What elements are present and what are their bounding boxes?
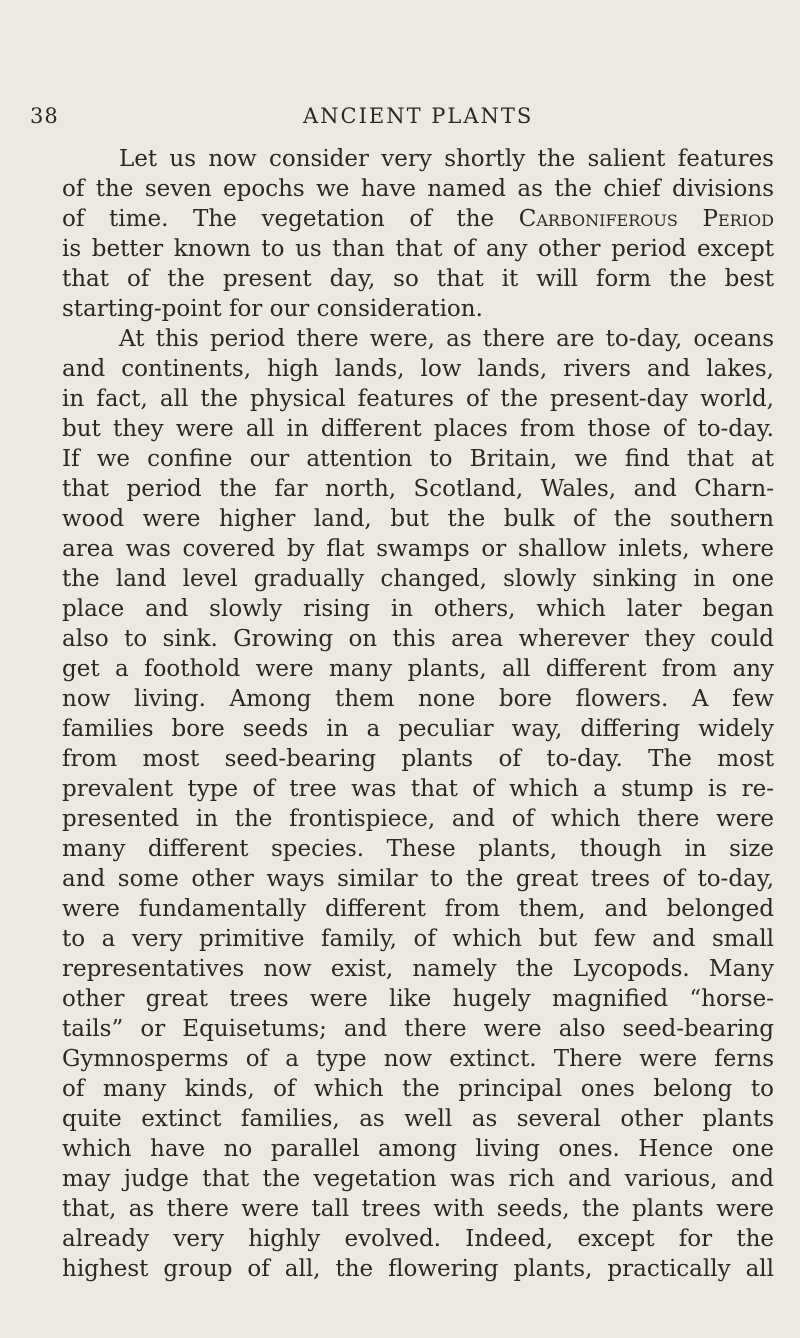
text-line: wood were higher land, but the bulk of the southern: [62, 506, 774, 532]
text-line: Gymnosperms of a type now extinct. There were ferns: [62, 1046, 774, 1072]
text-line: other great trees were like hugely magnified “horse-: [62, 986, 774, 1012]
text-line: place and slowly rising in others, which later began: [62, 596, 774, 622]
text-line: If we confine our attention to Britain, we find that at: [62, 446, 774, 472]
text-line: may judge that the vegetation was rich and various, and: [62, 1166, 774, 1192]
text-line: in fact, all the physical features of the present-day world,: [62, 386, 774, 412]
text-line-segment: of time. The vegetation of the: [62, 206, 495, 232]
text-line: representatives now exist, namely the Lycopods. Many: [62, 956, 774, 982]
text-line: tails” or Equisetums; and there were also seed-bearing: [62, 1016, 774, 1042]
text-line: of many kinds, of which the principal ones belong to: [62, 1076, 774, 1102]
text-line: and continents, high lands, low lands, rivers and lakes,: [62, 356, 774, 382]
text-line: also to sink. Growing on this area wherever they could: [62, 626, 774, 652]
text-line: families bore seeds in a peculiar way, differing widely: [62, 716, 774, 742]
running-head: [0, 104, 800, 138]
text-line: that, as there were tall trees with seeds, the plants were: [62, 1196, 774, 1222]
text-line: quite extinct families, as well as several other plants: [62, 1106, 774, 1132]
text-line: starting-point for our consideration.: [62, 296, 483, 322]
text-line: [62, 204, 774, 234]
text-line: area was covered by flat swamps or shallow inlets, where: [62, 536, 774, 562]
text-line: prevalent type of tree was that of which a stump is re-: [62, 776, 774, 802]
text-line: many different species. These plants, though in size: [62, 836, 774, 862]
text-line: but they were all in different places from those of to-day.: [62, 416, 774, 442]
text-line: already very highly evolved. Indeed, except for the: [62, 1226, 774, 1252]
body-text: [62, 144, 774, 1284]
period-name: Carboniferous Period: [518, 206, 774, 232]
text-line: presented in the frontispiece, and of which there were: [62, 806, 774, 832]
text-line: which have no parallel among living ones. Hence one: [62, 1136, 774, 1162]
text-line: the land level gradually changed, slowly sinking in one: [62, 566, 774, 592]
text-line: is better known to us than that of any other period except: [62, 236, 774, 262]
text-line: highest group of all, the flowering plants, practically all: [62, 1256, 774, 1282]
text-line: At this period there were, as there are to-day, oceans: [119, 326, 774, 352]
text-line: were fundamentally different from them, and belonged: [62, 896, 774, 922]
running-title: ANCIENT PLANTS: [303, 104, 534, 128]
text-line: now living. Among them none bore flowers. A few: [62, 686, 774, 712]
text-line: that of the present day, so that it will form the best: [62, 266, 774, 292]
page-number: 38: [30, 104, 59, 128]
text-line: of the seven epochs we have named as the chief divisions: [62, 176, 774, 202]
text-line: get a foothold were many plants, all different from any: [62, 656, 774, 682]
text-line: and some other ways similar to the great trees of to-day,: [62, 866, 774, 892]
text-line: from most seed-bearing plants of to-day. The most: [62, 746, 774, 772]
text-line: to a very primitive family, of which but few and small: [62, 926, 774, 952]
text-line: that period the far north, Scotland, Wales, and Charn-: [62, 476, 774, 502]
text-line: Let us now consider very shortly the salient features: [119, 146, 774, 172]
